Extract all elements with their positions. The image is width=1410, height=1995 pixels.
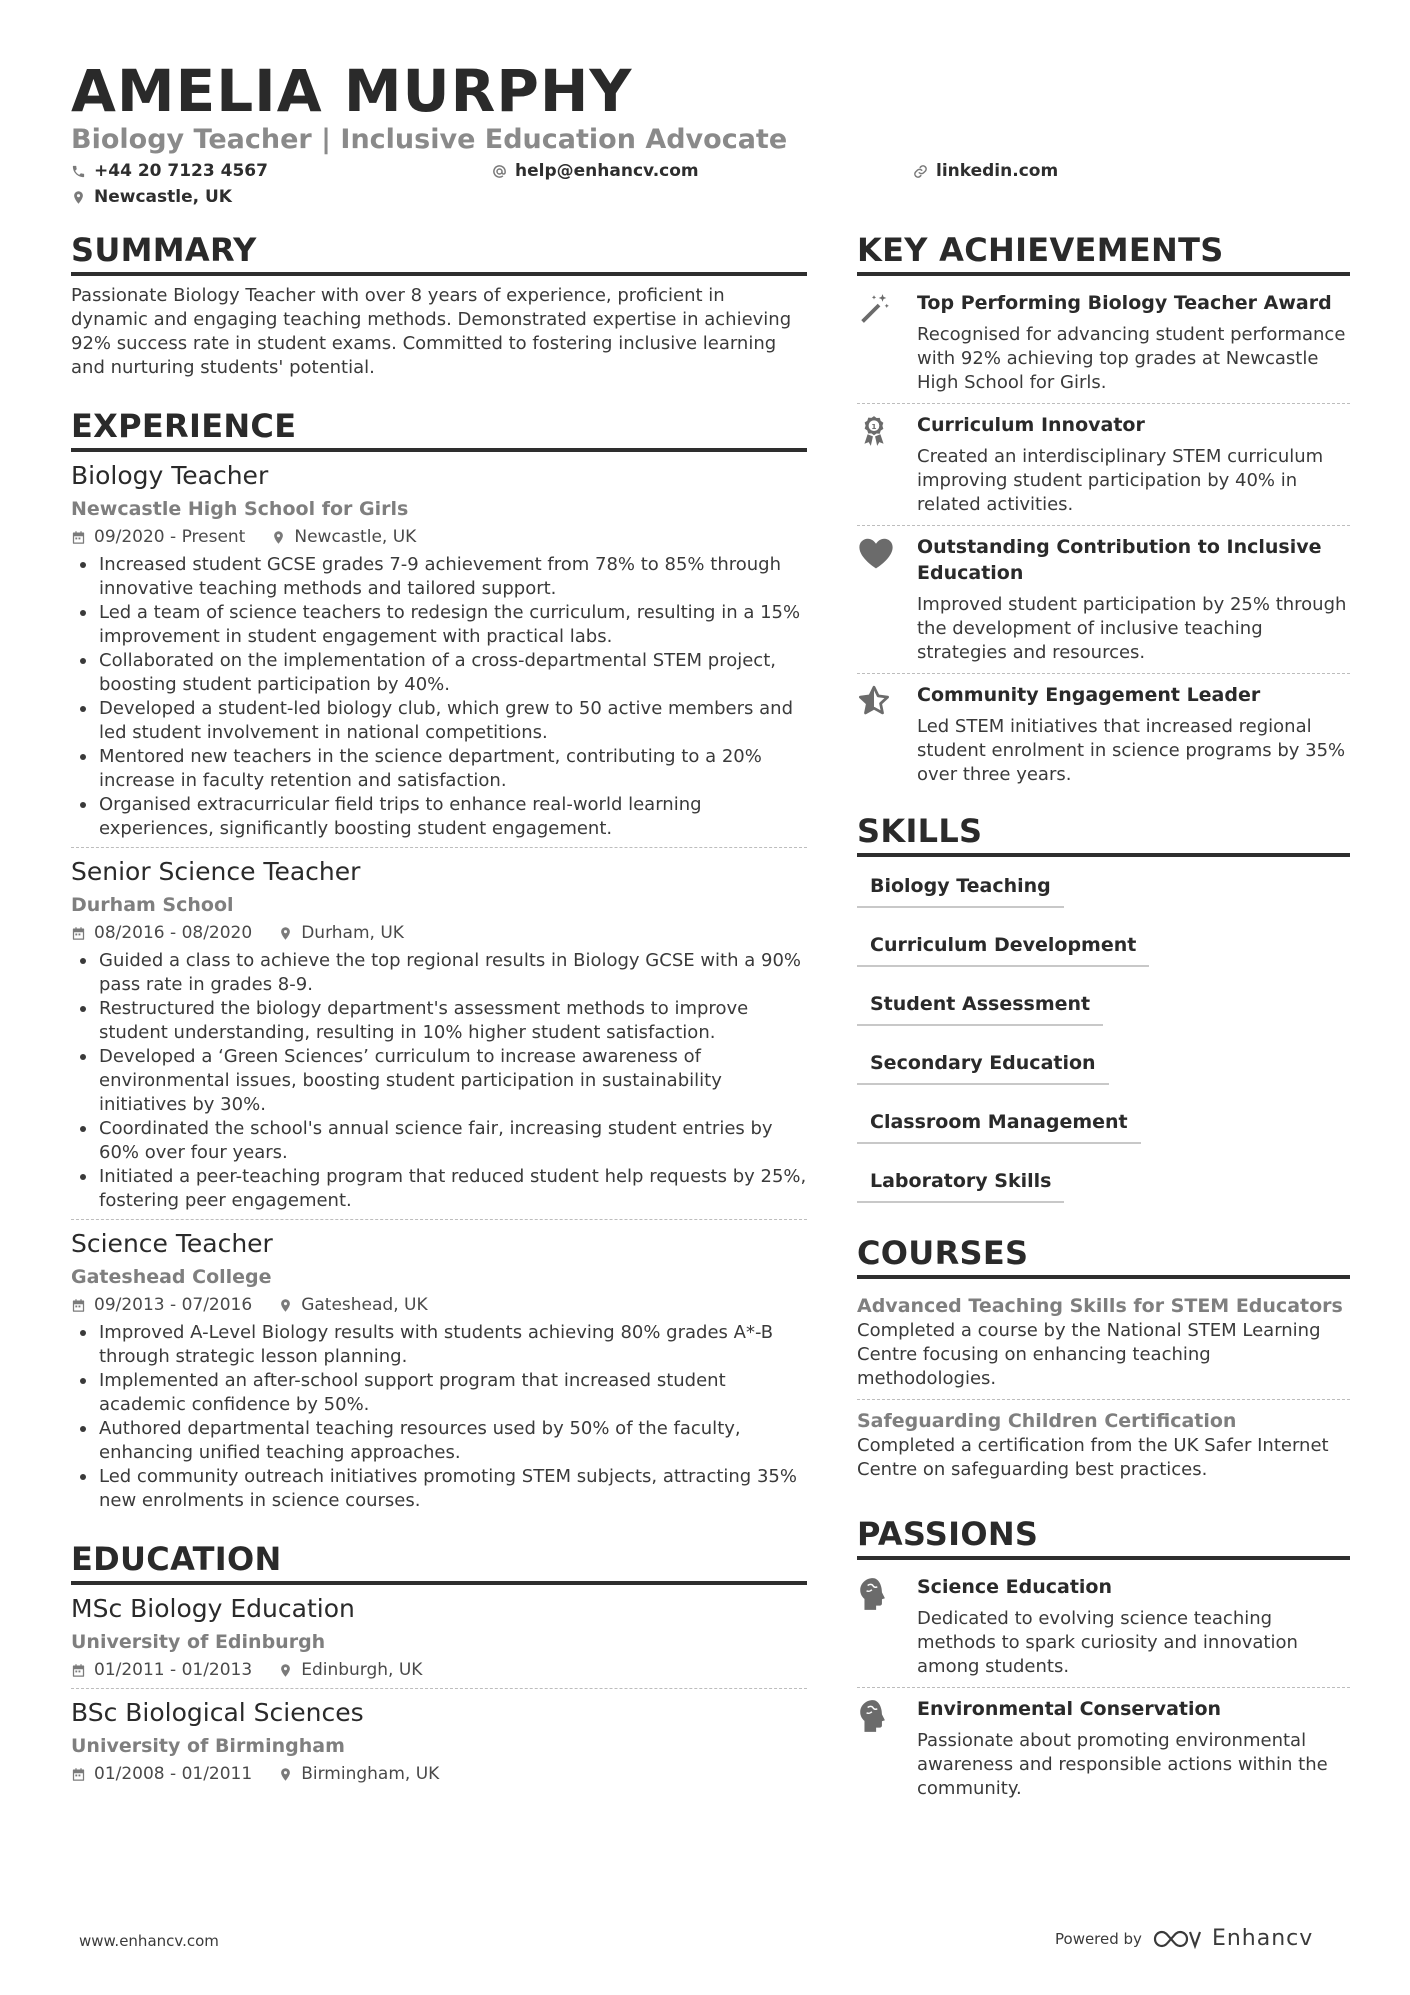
bullet-item: Developed a student-led biology club, which grew to 50 active members and led student involvement in national competitions. [71,697,807,745]
education-dates: 01/2008 - 01/2011 [94,1764,253,1784]
bullet-item: Increased student GCSE grades 7-9 achievement from 78% to 85% through innovative teaching methods and tailored support. [71,553,807,601]
at-icon [492,164,507,179]
passions-heading: PASSIONS [857,1514,1350,1560]
phone-text: +44 20 7123 4567 [94,161,268,181]
skills-section [857,811,1350,1219]
skill-tag: Curriculum Development [857,924,1149,967]
course-desc: Completed a certification from the UK Safer Internet Centre on safeguarding best practices. [857,1435,1329,1480]
passions-section [857,1514,1350,1809]
contact-email[interactable] [492,161,699,181]
course-item [857,1399,1350,1490]
award-ribbon-icon [857,414,891,448]
brand-name: Enhancv [1211,1926,1314,1951]
passion-title: Environmental Conservation [917,1698,1222,1720]
passion-item [857,1687,1350,1809]
education-entry [71,1593,807,1688]
bullet-item: Mentored new teachers in the science department, contributing to a 20% increase in faculty retention and satisfaction. [71,745,807,793]
summary-text: Passionate Biology Teacher with over 8 years of experience, proficient in dynamic and engaging teaching methods. Demonstrated expertise in achieving 92% success rate in student exams. Committed to fostering inclusive learning and nurturing students' potential. [71,285,792,378]
achievements-heading: KEY ACHIEVEMENTS [857,230,1350,276]
job-dates: 09/2013 - 07/2016 [94,1295,253,1315]
skill-tag: Secondary Education [857,1042,1109,1085]
right-column [857,230,1350,1809]
job-org: Durham School [71,894,234,916]
achievement-item [857,403,1350,525]
achievement-item [857,673,1350,795]
passion-desc: Dedicated to evolving science teaching methods to spark curiosity and innovation among students. [917,1608,1298,1677]
calendar-icon [71,1663,86,1678]
enhancv-logo-icon [1152,1927,1202,1951]
bullet-item: Authored departmental teaching resources used by 50% of the faculty, enhancing unified teaching approaches. [71,1417,807,1465]
courses-heading: COURSES [857,1233,1350,1279]
experience-section [71,406,807,1519]
achievement-desc: Improved student participation by 25% through the development of inclusive teaching strategies and resources. [917,594,1347,663]
achievement-title: Community Engagement Leader [917,684,1261,706]
job-bullets [71,1321,807,1513]
job-role: Biology Teacher [71,461,269,490]
location-pin-icon [278,926,293,941]
bullet-item: Initiated a peer-teaching program that reduced student help requests by 25%, fostering peer engagement. [71,1165,807,1213]
education-meta [71,1658,807,1682]
contact-location [71,187,232,207]
bullet-item: Implemented an after-school support program that increased student academic confidence by 50%. [71,1369,807,1417]
left-column [71,230,807,1792]
bullet-item: Led a team of science teachers to redesign the curriculum, resulting in a 15% improvement in student engagement with practical labs. [71,601,807,649]
location-pin-icon [278,1298,293,1313]
head-brain-icon [857,1576,891,1612]
job-meta [71,525,807,549]
course-desc: Completed a course by the National STEM Learning Centre focusing on enhancing teaching methodologies. [857,1320,1321,1389]
bullet-item: Led community outreach initiatives promoting STEM subjects, attracting 35% new enrolments in science courses. [71,1465,807,1513]
email-text: help@enhancv.com [515,161,699,181]
location-text: Newcastle, UK [94,187,232,207]
course-item [857,1287,1350,1399]
job-bullets [71,553,807,841]
job-role: Senior Science Teacher [71,857,361,886]
head-brain-icon [857,1698,891,1734]
achievement-title: Outstanding Contribution to Inclusive Education [917,536,1322,584]
achievement-desc: Led STEM initiatives that increased regional student enrolment in science programs by 35% over three years. [917,716,1346,785]
contact-phone[interactable] [71,161,268,181]
education-degree: MSc Biology Education [71,1594,355,1623]
footer-website[interactable]: www.enhancv.com [79,1932,219,1950]
calendar-icon [71,926,86,941]
job-org: Gateshead College [71,1266,272,1288]
magic-wand-icon [857,292,891,326]
bullet-item: Developed a ‘Green Sciences’ curriculum to increase awareness of environmental issues, boosting student participation in sustainability initiatives by 30%. [71,1045,807,1117]
bullet-item: Organised extracurricular field trips to enhance real-world learning experiences, significantly boosting student engagement. [71,793,807,841]
calendar-icon [71,530,86,545]
job-bullets [71,949,807,1213]
powered-by-text: Powered by [1055,1929,1142,1948]
candidate-name: AMELIA MURPHY [71,57,633,125]
education-school: University of Edinburgh [71,1631,326,1653]
job-dates: 09/2020 - Present [94,527,246,547]
skill-tag: Biology Teaching [857,865,1064,908]
achievement-title: Curriculum Innovator [917,414,1145,436]
education-heading: EDUCATION [71,1539,807,1585]
linkedin-text: linkedin.com [936,161,1059,181]
course-title: Safeguarding Children Certification [857,1410,1237,1432]
education-location: Birmingham, UK [301,1764,440,1784]
passion-item [857,1568,1350,1687]
svg-text:1: 1 [871,421,877,431]
bullet-item: Coordinated the school's annual science fair, increasing student entries by 60% over four years. [71,1117,807,1165]
achievement-title: Top Performing Biology Teacher Award [917,292,1332,314]
skill-tag: Laboratory Skills [857,1160,1064,1203]
job-org: Newcastle High School for Girls [71,498,409,520]
job-meta [71,1293,807,1317]
bullet-item: Guided a class to achieve the top regional results in Biology GCSE with a 90% pass rate in grades 8-9. [71,949,807,997]
education-dates: 01/2011 - 01/2013 [94,1660,253,1680]
education-degree: BSc Biological Sciences [71,1698,364,1727]
job-location: Durham, UK [301,923,404,943]
courses-section [857,1233,1350,1490]
job-role: Science Teacher [71,1229,273,1258]
summary-section [71,230,807,380]
passion-desc: Passionate about promoting environmental awareness and responsible actions within the community. [917,1730,1328,1799]
location-pin-icon [278,1663,293,1678]
education-school: University of Birmingham [71,1735,345,1757]
skill-tag: Classroom Management [857,1101,1141,1144]
education-location: Edinburgh, UK [301,1660,423,1680]
contact-linkedin[interactable] [913,161,1058,181]
job-location: Gateshead, UK [301,1295,428,1315]
skill-tag: Student Assessment [857,983,1103,1026]
achievement-desc: Recognised for advancing student performance with 92% achieving top grades at Newcastle High School for Girls. [917,324,1346,393]
star-icon [857,684,891,718]
education-entry [71,1688,807,1792]
job-meta [71,921,807,945]
calendar-icon [71,1298,86,1313]
phone-icon [71,164,86,179]
summary-heading: SUMMARY [71,230,807,276]
bullet-item: Restructured the biology department's assessment methods to improve student understanding, resulting in 10% higher student satisfaction. [71,997,807,1045]
footer-branding[interactable] [1055,1926,1313,1951]
calendar-icon [71,1767,86,1782]
achievements-section [857,230,1350,795]
location-pin-icon [271,530,286,545]
job-entry [71,460,807,847]
job-dates: 08/2016 - 08/2020 [94,923,253,943]
course-title: Advanced Teaching Skills for STEM Educators [857,1295,1343,1317]
location-pin-icon [71,190,86,205]
achievement-item [857,525,1350,673]
job-location: Newcastle, UK [294,527,417,547]
experience-heading: EXPERIENCE [71,406,807,452]
education-meta [71,1762,807,1786]
education-section [71,1539,807,1792]
heart-icon [857,536,895,570]
job-entry [71,1219,807,1519]
achievement-desc: Created an interdisciplinary STEM curriculum improving student participation by 40% in related activities. [917,446,1324,515]
passion-title: Science Education [917,1576,1113,1598]
location-pin-icon [278,1767,293,1782]
candidate-title: Biology Teacher | Inclusive Education Advocate [71,124,788,155]
achievement-item [857,284,1350,403]
bullet-item: Improved A-Level Biology results with students achieving 80% grades A*-B through strategic lesson planning. [71,1321,807,1369]
bullet-item: Collaborated on the implementation of a cross-departmental STEM project, boosting student participation by 40%. [71,649,807,697]
job-entry [71,847,807,1219]
skills-heading: SKILLS [857,811,1350,857]
link-icon [913,164,928,179]
